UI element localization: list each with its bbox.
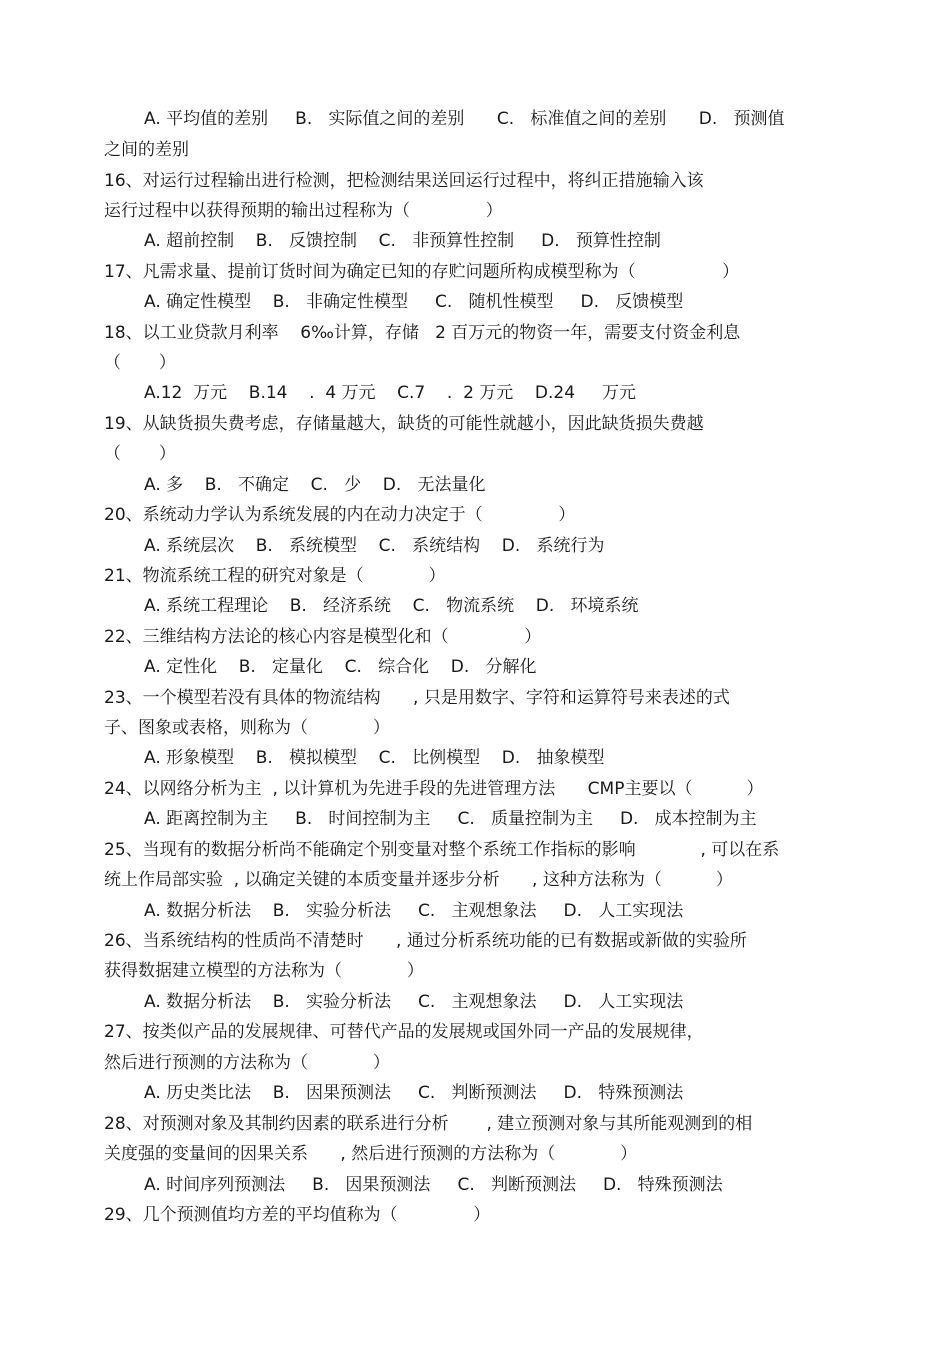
options-27: A. 历史类比法 B. 因果预测法 C. 判断预测法 D. 特殊预测法: [144, 1083, 684, 1103]
question-24: 24、以网络分析为主 , 以计算机为先进手段的先进管理方法 CMP主要以（ ）: [104, 779, 764, 799]
question-16: 16、对运行过程输出进行检测，把检测结果送回运行过程中，将纠正措施输入该: [104, 171, 704, 191]
question-28-cont: 关度强的变量间的因果关系 , 然后进行预测的方法称为（ ）: [104, 1144, 638, 1164]
question-23-cont: 子、图象或表格，则称为（ ）: [104, 718, 390, 738]
question-26: 26、当系统结构的性质尚不清楚时 , 通过分析系统功能的已有数据或新做的实验所: [104, 931, 747, 951]
question-22: 22、三维结构方法论的核心内容是模型化和（ ）: [104, 627, 542, 647]
question-25: 25、当现有的数据分析尚不能确定个别变量对整个系统工作指标的影响 , 可以在系: [104, 840, 780, 860]
options-28: A. 时间序列预测法 B. 因果预测法 C. 判断预测法 D. 特殊预测法: [144, 1175, 723, 1195]
question-23: 23、一个模型若没有具体的物流结构 , 只是用数字、字符和运算符号来表述的式: [104, 688, 730, 708]
question-26-cont: 获得数据建立模型的方法称为（ ）: [104, 961, 424, 981]
question-17: 17、凡需求量、提前订货时间为确定已知的存贮问题所构成模型称为（ ）: [104, 262, 740, 282]
options-22: A. 定性化 B. 定量化 C. 综合化 D. 分解化: [144, 657, 537, 677]
options-19: A. 多 B. 不确定 C. 少 D. 无法量化: [144, 475, 486, 495]
question-18-cont: （ ）: [104, 353, 176, 373]
continuation-line: 之间的差别: [104, 140, 189, 160]
question-19: 19、从缺货损失费考虑，存储量越大，缺货的可能性就越小，因此缺货损失费越: [104, 414, 704, 434]
options-18: A.12 万元 B.14 . 4 万元 C.7 . 2 万元 D.24 万元: [144, 383, 637, 403]
options-21: A. 系统工程理论 B. 经济系统 C. 物流系统 D. 环境系统: [144, 596, 639, 616]
question-27-cont: 然后进行预测的方法称为（ ）: [104, 1053, 390, 1073]
question-19-cont: （ ）: [104, 444, 176, 464]
question-25-cont: 统上作局部实验 , 以确定关键的本质变量并逐步分析 , 这种方法称为（ ）: [104, 870, 733, 890]
question-18: 18、以工业贷款月利率 6‰计算，存储 2 百万元的物资一年，需要支付资金利息: [104, 323, 741, 343]
options-20: A. 系统层次 B. 系统模型 C. 系统结构 D. 系统行为: [144, 536, 605, 556]
options-26: A. 数据分析法 B. 实验分析法 C. 主观想象法 D. 人工实现法: [144, 992, 684, 1012]
question-29: 29、几个预测值均方差的平均值称为（ ）: [104, 1205, 491, 1225]
question-21: 21、物流系统工程的研究对象是（ ）: [104, 566, 446, 586]
question-27: 27、按类似产品的发展规律、可替代产品的发展规或国外同一产品的发展规律，: [104, 1022, 704, 1042]
options-25: A. 数据分析法 B. 实验分析法 C. 主观想象法 D. 人工实现法: [144, 901, 684, 921]
question-20: 20、系统动力学认为系统发展的内在动力决定于（ ）: [104, 505, 576, 525]
options-24: A. 距离控制为主 B. 时间控制为主 C. 质量控制为主 D. 成本控制为主: [144, 809, 757, 829]
options-16: A. 超前控制 B. 反馈控制 C. 非预算性控制 D. 预算性控制: [144, 231, 661, 251]
question-28: 28、对预测对象及其制约因素的联系进行分析 , 建立预测对象与其所能观测到的相: [104, 1114, 753, 1134]
options-23: A. 形象模型 B. 模拟模型 C. 比例模型 D. 抽象模型: [144, 748, 605, 768]
question-16-cont: 运行过程中以获得预期的输出过程称为（ ）: [104, 201, 503, 221]
options-line: A. 平均值的差别 B. 实际值之间的差别 C. 标准值之间的差别 D. 预测值: [144, 109, 785, 129]
options-17: A. 确定性模型 B. 非确定性模型 C. 随机性模型 D. 反馈模型: [144, 292, 684, 312]
